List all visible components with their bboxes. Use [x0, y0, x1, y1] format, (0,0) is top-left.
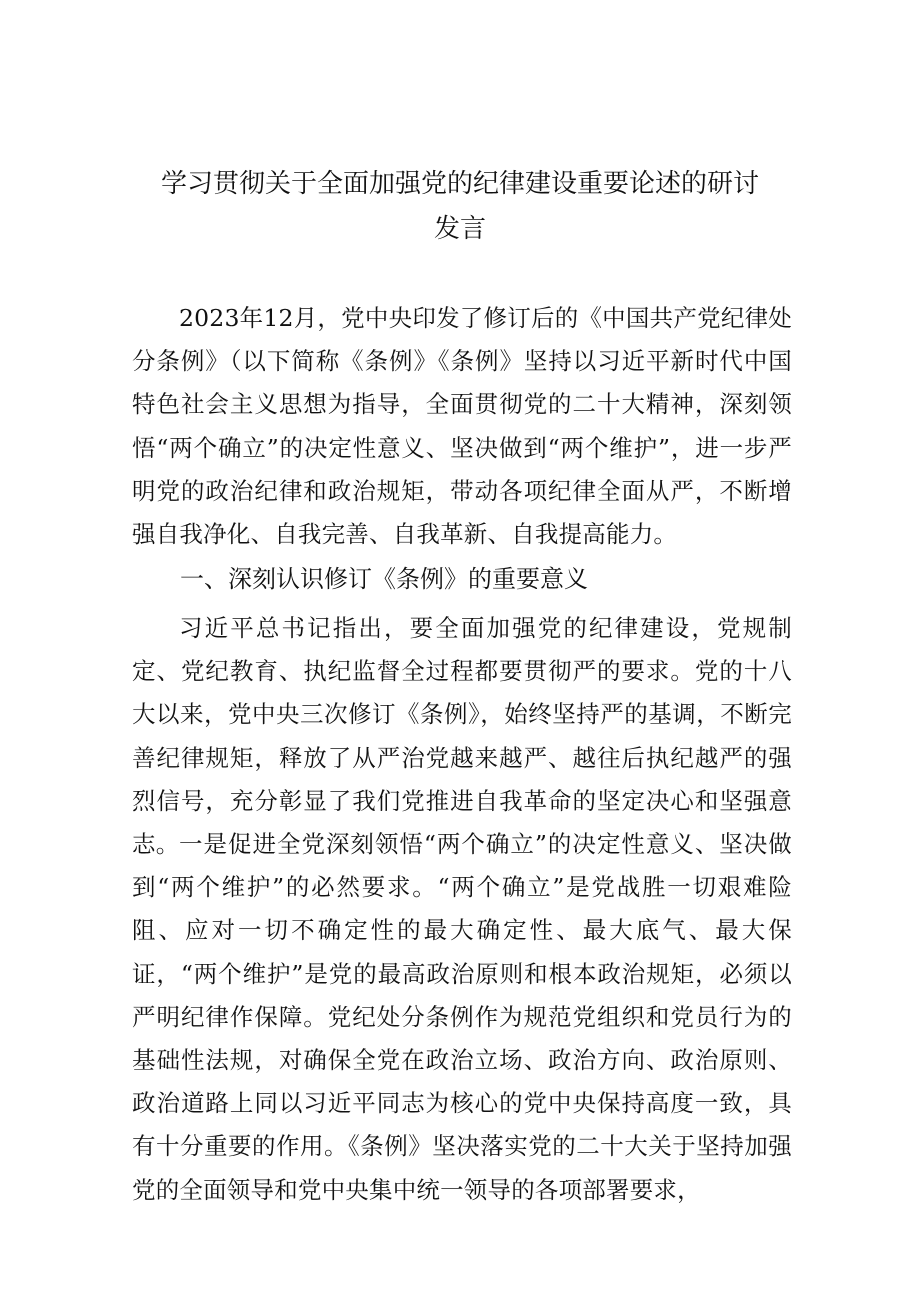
intro-paragraph: 2023年12月，党中央印发了修订后的《中国共产党纪律处分条例》（以下简称《条例》《条例》坚持以习近平新时代中国特色社会主义思想为指导，全面贯彻党的二十大精神，深刻领悟“两个确立”的决定性意义、坚决做到“两个维护”，进一步严明党的政治纪律和政治规矩，带动各项纪律全面从严，不断增强自我净化、自我完善、自我革新、自我提高能力。 — [132, 304, 792, 549]
document-title-line-2: 发言 — [433, 214, 486, 244]
body-paragraph-1: 习近平总书记指出，要全面加强党的纪律建设，党规制定、党纪教育、执纪监督全过程都要贯彻严的要求。党的十八大以来，党中央三次修订《条例》，始终坚持严的基调，不断完善纪律规矩，释放了从严治党越来越严、越往后执纪越严的强烈信号，充分彰显了我们党推进自我革命的坚定决心和坚强意志。 — [132, 614, 792, 859]
section-heading-1: 一、深刻认识修订《条例》的重要意义 — [180, 565, 588, 593]
document-title-line-1: 学习贯彻关于全面加强党的纪律建设重要论述的研讨 — [160, 169, 759, 199]
body-paragraph-2: 一是促进全党深刻领悟“两个确立”的决定性意义、坚决做到“两个维护”的必然要求。“两个确立”是党战胜一切艰难险阻、应对一切不确定性的最大确定性、最大底气、最大保证，“两个维护”是党的最高政治原则和根本政治规矩，必须以严明纪律作保障。党纪处分条例作为规范党组织和党员行为的基础性法规，对确保全党在政治立场、政治方向、政治原则、政治道路上同以习近平同志为核心的党中央保持高度一致，具有十分重要的作用。《条例》坚决落实党的二十大关于坚持加强党的全面领导和党中央集中统一领导的各项部署要求， — [132, 830, 792, 1204]
